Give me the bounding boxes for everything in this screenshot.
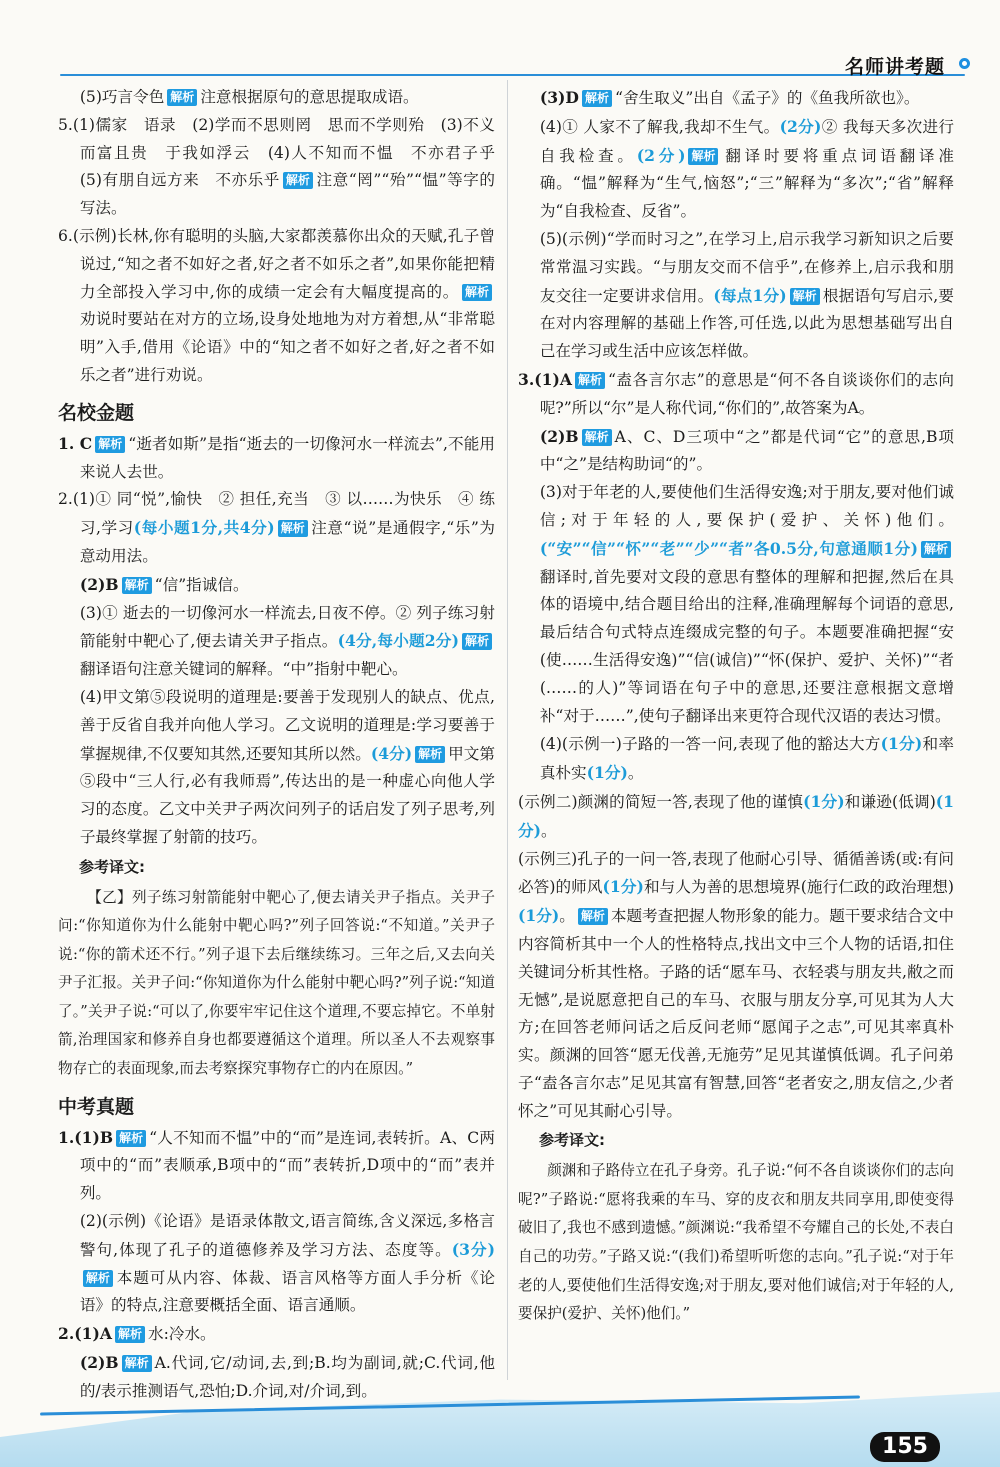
reference-translation: 颜渊和子路侍立在孔子身旁。孔子说:“何不各自谈谈你们的志向呢?”子路说:“愿将我乘的车马、穿的皮衣和朋友共同享用,即使变得破旧了,我也不感到遗憾。”颜渊说:“我希望不夸耀自己的长处,不表白自己的功劳。”子路又说:“(我们)希望听听您的志向。”孔子说:“对于年老的人,要使他们生活得安逸;对于朋友,要对他们诚信;对于年轻的人,要保护(爱护、关怀)他们。” [518, 1162, 954, 1323]
answer-line: (2)B 解析 “信”指诚信。 [79, 574, 249, 594]
analysis-tag: 解析 [95, 436, 125, 453]
analysis-tag: 解析 [115, 1326, 145, 1343]
answer-line: (2)B 解析 A、C、D三项中“之”都是代词“它”的意思,B项中“之”是结构助词“的”。 [539, 426, 954, 474]
reference-translation: 【乙】列子练习射箭能射中靶心了,便去请关尹子指点。关尹子问:“你知道你为什么能射中靶心吗?”列子回答说:“不知道。”关尹子说:“你的箭术还不行。”列子退下去后继续练习。三年之后,又去向关尹子汇报。关尹子问:“你知道你为什么能射中靶心吗?”列子说:“知道了。”关尹子说:“可以了,你要牢牢记住这个道理,不要忘掉它。不单射箭,治理国家和修养自身也都要遵循这个道理。所以圣人不去观察事物存亡的表面现象,而去考察探究事物存亡的内在原因。” [58, 888, 495, 1078]
answer-line: (5)巧言令色 解析 注意根据原句的意思提取成语。 [79, 88, 419, 106]
answer-item: 3.(1)A 解析 “盍各言尔志”的意思是“何不各自谈谈你们的志向呢?”所以“尔”是人称代词,“你们的”,故答案为A。 [518, 369, 954, 417]
answer-item: 5.(1)儒家 语录 (2)学而不思则罔 思而不学则殆 (3)不义而富且贵 于我如浮云 (4)人不知而不愠 不亦君子乎 (5)有朋自远方来 不亦乐乎 解析 注意“罔”“殆”“愠”等字的写法。 [58, 115, 511, 218]
answer-item: 1. C 解析 “逝者如斯”是指“逝去的一切像河水一样流去”,不能用来说人去世。 [58, 433, 495, 481]
answer-line: (5)(示例)“学而时习之”,在学习上,启示我学习新知识之后要常常温习实践。“与朋友交而不信乎”,在修养上,启示我和朋友交往一定要讲求信用。(每点1分) 解析 根据语句写启示,要在对内容理解的基础上作答,可任选,以此为思想基础写出自己在学习或生活中应该怎样做。 [539, 229, 954, 361]
section-heading: 中考真题 [58, 1095, 135, 1118]
analysis-tag: 解析 [462, 633, 492, 650]
answer-line: (4)① 人家不了解我,我却不生气。(2分)② 我每天多次进行自我检查。(2分) 解析 翻译时要将重点词语翻译准确。“愠”解释为“生气,恼怒”;“三”解释为“多次”;“省”解释为“自我检查、反省”。 [539, 116, 954, 221]
answer-line: (3)D 解析 “舍生取义”出自《孟子》的《鱼我所欲也》。 [539, 88, 920, 107]
analysis-tag: 解析 [462, 284, 492, 301]
analysis-tag: 解析 [688, 148, 718, 165]
answer-line: (示例二)颜渊的简短一答,表现了他的谨慎(1分)和谦逊(低调)(1分)。 [518, 791, 955, 840]
answer-line: (2)B 解析 A.代词,它/动词,去,到;B.均为副词,就;C.代词,他的/表示推测语气,恐怕;D.介词,对/介词,到。 [79, 1353, 495, 1400]
analysis-tag: 解析 [122, 1355, 152, 1372]
header-dot-icon [959, 58, 970, 69]
answer-line: (4)(示例一)子路的一答一问,表现了他的豁达大方(1分)和率真朴实(1分)。 [539, 734, 954, 783]
column-divider [507, 80, 508, 1380]
answer-item: 2.(1)A 解析 水:冷水。 [58, 1324, 216, 1344]
analysis-tag: 解析 [582, 429, 612, 446]
left-column [58, 84, 511, 1406]
analysis-tag: 解析 [278, 520, 308, 537]
analysis-tag: 解析 [575, 372, 605, 389]
answer-item: 6.(示例)长林,你有聪明的头脑,大家都羡慕你出众的天赋,孔子曾说过,“知之者不如好之者,好之者不如乐之者”,如果你能把精力全部投入学习中,你的成绩一定会有大幅度提高的。 解析劝说时要站在对方的立场,设身处地地为对方着想,从“非常聪明”入手,借用《论语》中的“知之者不如好之者,好之者不如乐之者”进行劝说。 [58, 226, 495, 384]
analysis-tag: 解析 [83, 1270, 113, 1287]
analysis-tag: 解析 [578, 908, 608, 925]
answer-line: (3)① 逝去的一切像河水一样流去,日夜不停。② 列子练习射箭能射中靶心了,便去请关尹子指点。(4分,每小题2分) 解析翻译语句注意关键词的解释。“中”指射中靶心。 [79, 603, 495, 679]
answer-line: (3)对于年老的人,要使他们生活得安逸;对于朋友,要对他们诚信;对于年轻的人,要保护(爱护、关怀)他们。(“安”“信”“怀”“老”“少”“者”各0.5分,句意通顺1分) 解析翻译时,首先要对文段的意思有整体的理解和把握,然后在具体的语境中,结合题目给出的注释,准确理解每个词语的意思,最后结合句式特点连缀成完整的句子。本题要准确把握“安(使……生活得安逸)”“信(诚信)”“怀(保护、爱护、关怀)”“者(……的人)”等词语在句子中的意思,还要注意根据文意增补“对于……”,使句子翻译出来更符合现代汉语的表达习惯。 [539, 483, 954, 725]
analysis-tag: 解析 [283, 172, 313, 189]
analysis-tag: 解析 [122, 577, 152, 594]
answer-item: 1.(1)B 解析 “人不知而不愠”中的“而”是连词,表转折。A、C两项中的“而”表顺承,B项中的“而”表转折,D项中的“而”表并列。 [58, 1127, 495, 1203]
answer-line: (4)甲文第⑤段说明的道理是:要善于发现别人的缺点、优点,善于反省自我并向他人学习。乙文说明的道理是:学习要善于掌握规律,不仅要知其然,还要知其所以然。(4分) 解析 甲文第⑤段中“三人行,必有我师焉”,传达出的是一种虚心向他人学习的态度。乙文中关尹子两次问列子的话启发了列子思考,列子最终掌握了射箭的技巧。 [79, 687, 495, 846]
answer-line: (示例三)孔子的一问一答,表现了他耐心引导、循循善诱(或:有问必答)的师风(1分)和与人为善的思想境界(施行仁政的政治理想)(1分)。 解析 本题考查把握人物形象的能力。题干要求结合文中内容简析其中一个人的性格特点,找出文中三个人物的话语,扣住关键词分析其性格。子路的话“愿车马、衣轻裘与朋友共,敝之而无憾”,是说愿意把自己的车马、衣服与朋友分享,可见其为人大方;在回答老师问话之后反问老师“愿闻子之志”,可见其率真朴实。颜渊的回答“愿无伐善,无施劳”足见其谨慎低调。孔子问弟子“盍各言尔志”足见其富有智慧,回答“老者安之,朋友信之,少者怀之”可见其耐心引导。 [518, 849, 954, 1120]
right-column [518, 84, 954, 1333]
analysis-tag: 解析 [167, 89, 197, 106]
analysis-tag: 解析 [582, 90, 612, 107]
section-heading: 名校金题 [58, 401, 135, 424]
page-number: 155 [870, 1432, 940, 1462]
analysis-tag: 解析 [415, 746, 445, 763]
header-rule [60, 74, 965, 76]
answer-line: (2)(示例)《论语》是语录体散文,语言简练,含义深远,多格言警句,体现了孔子的道德修养及学习方法、态度等。(3分)解析 本题可从内容、体裁、语言风格等方面人手分析《论语》的特点,注意要概括全面、语言通顺。 [79, 1212, 495, 1315]
analysis-tag: 解析 [116, 1130, 146, 1147]
answer-item: 2.(1)① 同“悦”,愉快 ② 担任,充当 ③ 以……为快乐 ④ 练习,学习(每小题1分,共4分) 解析 注意“说”是通假字,“乐”为意动用法。 [58, 490, 495, 565]
reference-translation-label: 参考译文: [539, 1131, 605, 1150]
header-title: 名师讲考题 [844, 56, 945, 78]
reference-translation-label: 参考译文: [79, 857, 145, 876]
analysis-tag: 解析 [921, 541, 951, 558]
analysis-tag: 解析 [790, 288, 820, 305]
